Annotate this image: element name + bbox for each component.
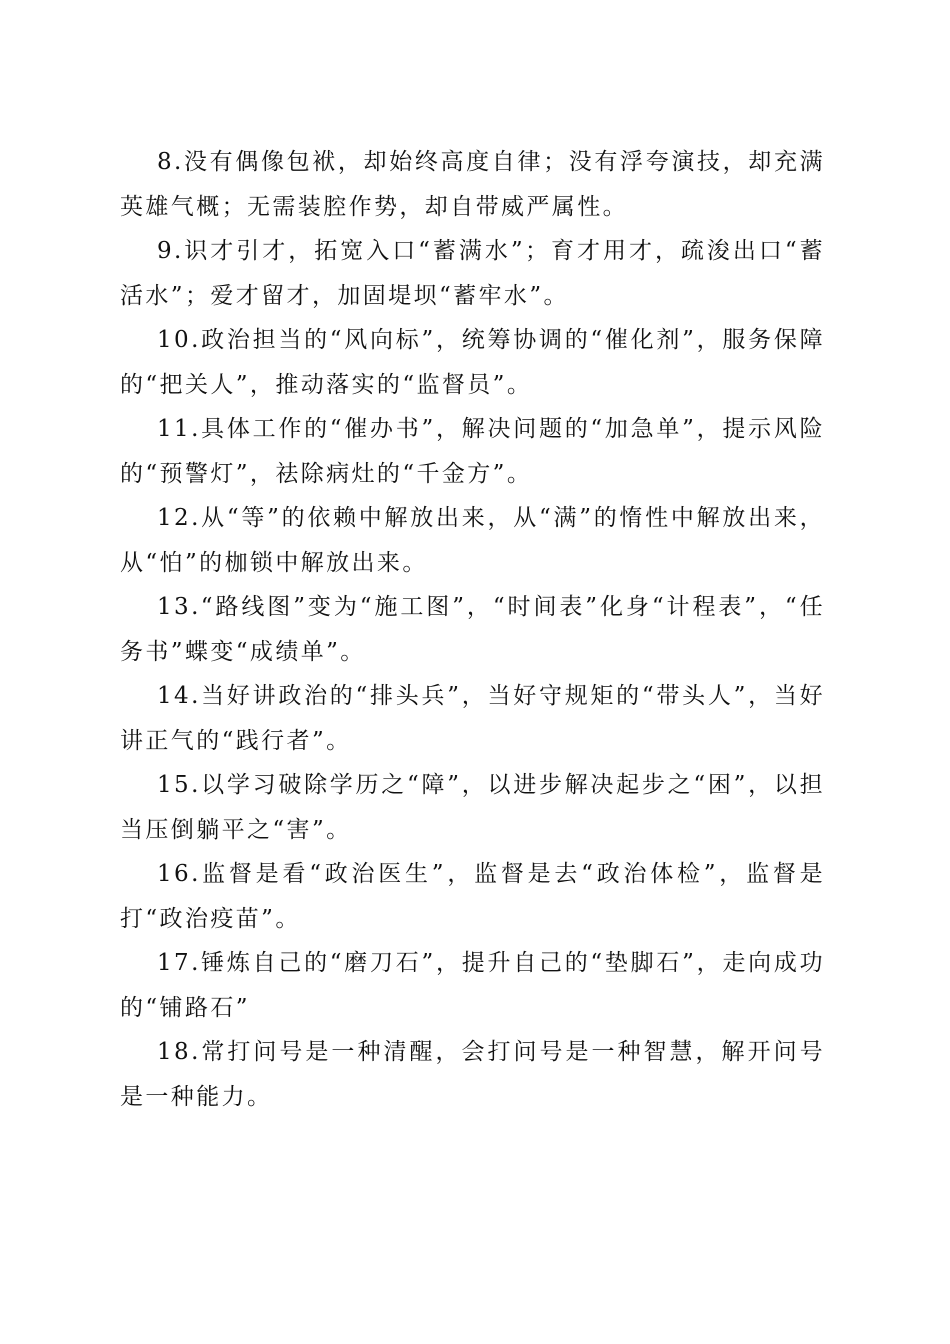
paragraph-13: 13.“路线图”变为“施工图”，“时间表”化身“计程表”，“任务书”蝶变“成绩单”。	[120, 594, 825, 665]
paragraph-17: 17.锤炼自己的“磨刀石”，提升自己的“垫脚石”，走向成功的“铺路石”	[120, 950, 825, 1021]
document-body	[120, 140, 825, 1119]
paragraph-18: 18.常打问号是一种清醒，会打问号是一种智慧，解开问号是一种能力。	[120, 1039, 825, 1110]
paragraph-8: 8.没有偶像包袱，却始终高度自律；没有浮夸演技，却充满英雄气概；无需装腔作势，却自带威严属性。	[120, 149, 825, 220]
paragraph-11: 11.具体工作的“催办书”，解决问题的“加急单”，提示风险的“预警灯”，祛除病灶的“千金方”。	[120, 416, 825, 487]
paragraph-15: 15.以学习破除学历之“障”，以进步解决起步之“困”，以担当压倒躺平之“害”。	[120, 772, 825, 843]
paragraph-14: 14.当好讲政治的“排头兵”，当好守规矩的“带头人”，当好讲正气的“践行者”。	[120, 683, 825, 754]
paragraph-9: 9.识才引才，拓宽入口“蓄满水”；育才用才，疏浚出口“蓄活水”；爱才留才，加固堤坝“蓄牢水”。	[120, 238, 825, 309]
paragraph-12: 12.从“等”的依赖中解放出来，从“满”的惰性中解放出来，从“怕”的枷锁中解放出来。	[120, 505, 825, 576]
paragraph-10: 10.政治担当的“风向标”，统筹协调的“催化剂”，服务保障的“把关人”，推动落实的“监督员”。	[120, 327, 825, 398]
paragraph-16: 16.监督是看“政治医生”，监督是去“政治体检”，监督是打“政治疫苗”。	[120, 861, 825, 932]
